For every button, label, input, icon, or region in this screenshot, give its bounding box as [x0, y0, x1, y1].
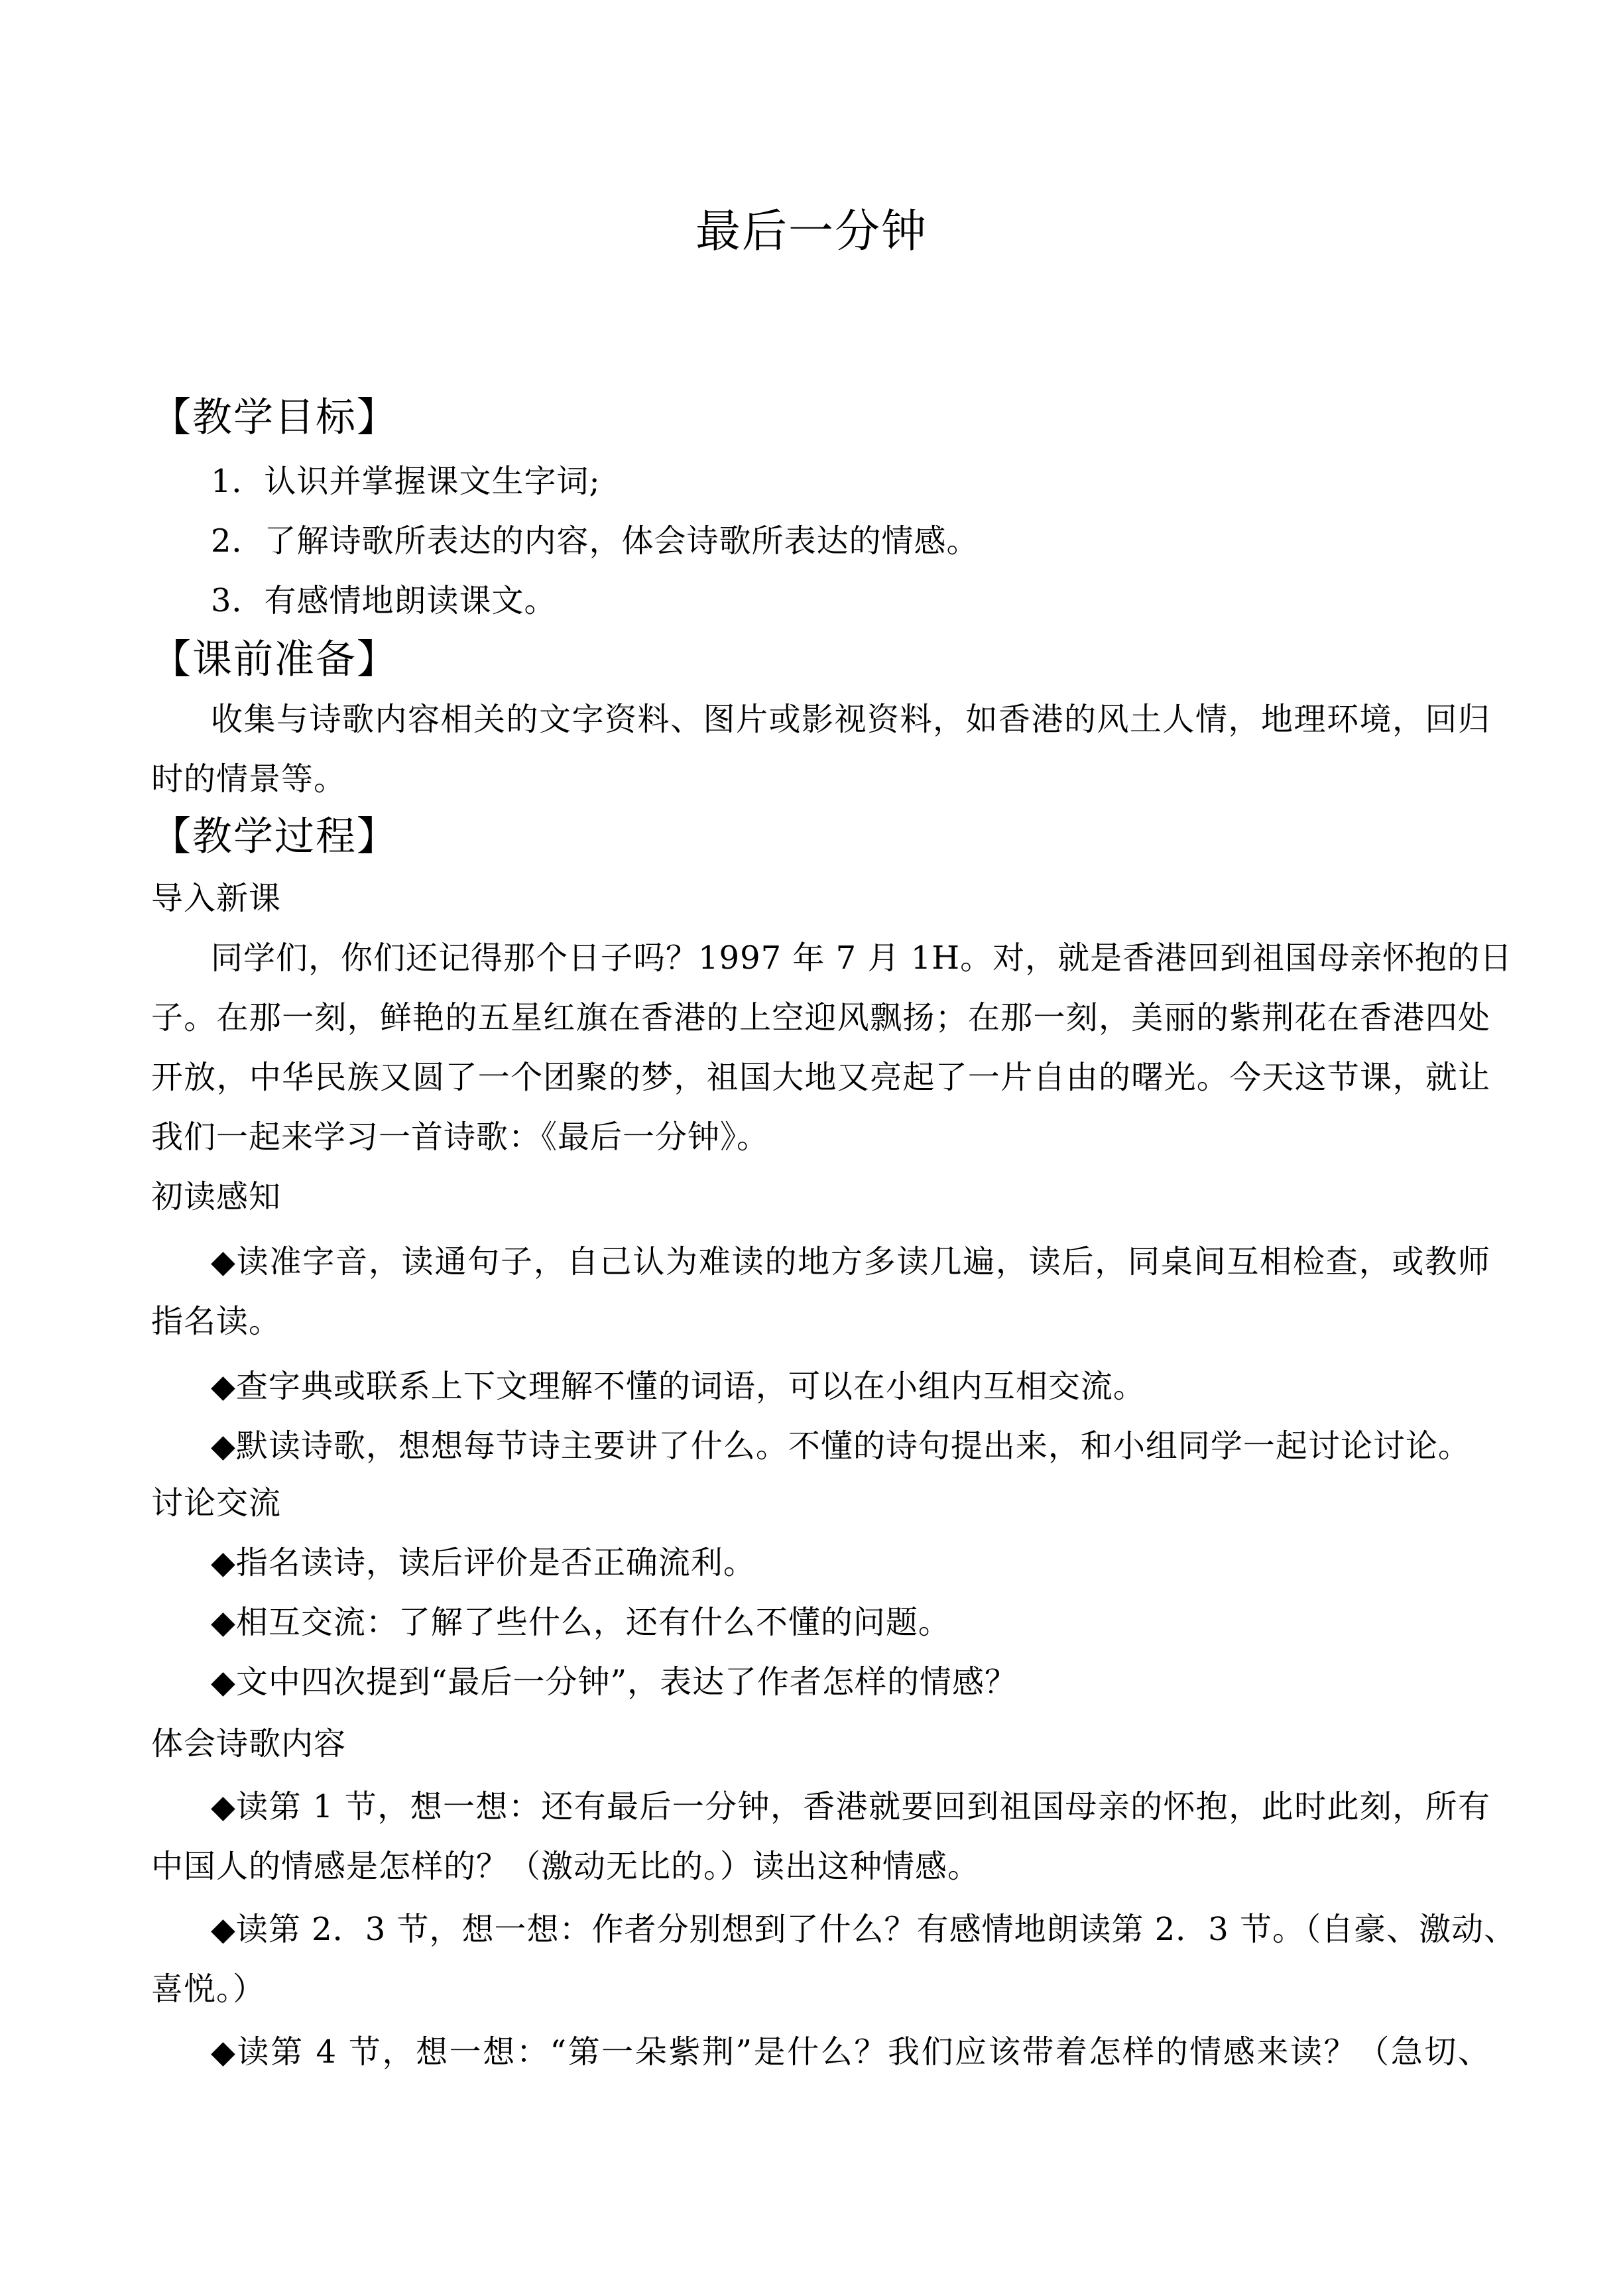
subsection-label-discuss: 讨论交流	[151, 1484, 282, 1522]
prep-text-line: 收集与诗歌内容相关的文字资料、图片或影视资料，如香港的风土人情，地理环境，回归	[211, 701, 1490, 738]
discuss-line: ◆文中四次提到“最后一分钟”，表达了作者怎样的情感？	[211, 1663, 1017, 1701]
first-read-line: 指名读。	[151, 1303, 282, 1340]
prep-text-line: 时的情景等。	[151, 760, 347, 798]
intro-text-line: 子。在那一刻，鲜艳的五星红旗在香港的上空迎风飘扬；在那一刻，美丽的紫荆花在香港四处	[151, 999, 1490, 1036]
section-heading-prep: 【课前准备】	[151, 636, 398, 683]
goal-item: 2．了解诗歌所表达的内容，体会诗歌所表达的情感。	[211, 522, 979, 560]
content-line: ◆读第 2．3 节，想一想：作者分别想到了什么？有感情地朗读第 2．3 节。（自豪、激动、	[211, 1911, 1517, 1948]
section-heading-goals: 【教学目标】	[151, 394, 398, 441]
intro-text-line: 我们一起来学习一首诗歌：《最后一分钟》。	[151, 1118, 770, 1156]
content-line: 喜悦。）	[151, 1970, 266, 2008]
first-read-line: ◆默读诗歌，想想每节诗主要讲了什么。不懂的诗句提出来，和小组同学一起讨论讨论。	[211, 1427, 1471, 1465]
goal-item: 1．认识并掌握课文生字词;	[211, 463, 601, 500]
subsection-label-content: 体会诗歌内容	[151, 1725, 347, 1762]
content-line: ◆读第 4 节，想一想：“第一朵紫荆”是什么？我们应该带着怎样的情感来读？（急切、	[211, 2033, 1490, 2071]
discuss-line: ◆指名读诗，读后评价是否正确流利。	[211, 1544, 756, 1581]
first-read-line: ◆查字典或联系上下文理解不懂的词语，可以在小组内互相交流。	[211, 1368, 1146, 1405]
content-line: 中国人的情感是怎样的？（激动无比的。）读出这种情感。	[151, 1848, 981, 1885]
discuss-line: ◆相互交流：了解了些什么，还有什么不懂的问题。	[211, 1604, 951, 1641]
content-line: ◆读第 1 节，想一想：还有最后一分钟，香港就要回到祖国母亲的怀抱，此时此刻，所有	[211, 1788, 1490, 1825]
subsection-label-first-read: 初读感知	[151, 1178, 282, 1215]
subsection-label-intro: 导入新课	[151, 880, 282, 917]
goal-item: 3．有感情地朗读课文。	[211, 582, 557, 619]
page-title: 最后一分钟	[695, 206, 928, 258]
intro-text-line: 开放，中华民族又圆了一个团聚的梦，祖国大地又亮起了一片自由的曙光。今天这节课，就让	[151, 1059, 1490, 1096]
intro-text-line: 同学们，你们还记得那个日子吗？1997 年 7 月 1H。对，就是香港回到祖国母亲怀抱的日	[211, 939, 1513, 977]
first-read-line: ◆读准字音，读通句子，自己认为难读的地方多读几遍，读后，同桌间互相检查，或教师	[211, 1243, 1490, 1280]
section-heading-process: 【教学过程】	[151, 814, 398, 860]
